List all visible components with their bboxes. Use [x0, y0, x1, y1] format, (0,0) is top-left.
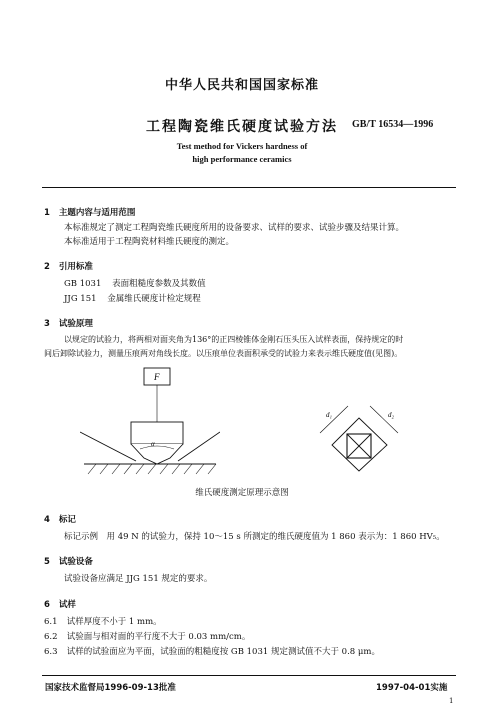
section-1-number: 1 [44, 208, 50, 218]
section-1-para2: 本标准适用于工程陶瓷材料维氏硬度的测定。 [64, 237, 235, 247]
section-6-number: 6 [44, 600, 50, 610]
section-1-title: 主题内容与适用范围 [58, 208, 136, 218]
document-title-zh: 工程陶瓷维氏硬度试验方法 [146, 119, 338, 135]
indent-outer-diamond [332, 418, 387, 471]
section-6-title: 试样 [58, 600, 76, 610]
item-text: 试样厚度不小于 1 mm。 [66, 617, 162, 627]
list-item [44, 646, 380, 659]
section-5-title: 试验设备 [58, 557, 93, 567]
section-5-heading [44, 555, 93, 567]
reference-2-title: 金属维氏硬度计检定规程 [107, 294, 201, 304]
reference-1 [64, 278, 206, 291]
reference-2 [64, 293, 201, 306]
specimen-right-edge [178, 432, 220, 461]
section-6-heading [44, 598, 76, 610]
document-title-en [0, 140, 484, 166]
approval-line: 国家技术监督局1996-09-13批准 [45, 683, 176, 693]
item-number: 6.1 [44, 617, 58, 627]
d2-label: d₂ [388, 411, 394, 419]
page-number: 1 [449, 697, 454, 705]
implementation-date: 1997-04-01实施 [376, 683, 448, 693]
section-3-para-line1: 以规定的试验力，将两相对面夹角为136°的正四棱锥体金刚石压头压入试样表面，保持规定的时 [64, 335, 404, 344]
section-2-heading [44, 260, 93, 272]
indenter-shaft [131, 422, 183, 444]
reference-2-code: JJG 151 [64, 294, 97, 304]
section-1-heading [44, 206, 135, 218]
reference-1-code: GB 1031 [64, 279, 102, 289]
section-3-heading [44, 317, 93, 329]
indentation-side-view-figure [80, 366, 220, 478]
figure-caption: 维氏硬度测定原理示意图 [195, 488, 289, 498]
section-3-para-line2: 间后卸除试验力，测量压痕两对角线长度。以压痕单位表面积承受的试验力来表示维氏硬度值(见图)。 [44, 349, 403, 358]
angle-label: α [151, 440, 155, 448]
section-2-number: 2 [44, 262, 50, 272]
surface-hatching [88, 464, 216, 474]
section-5-number: 5 [44, 557, 50, 567]
force-label: F [154, 372, 160, 382]
dimension-line-d1 [320, 406, 348, 433]
section-1-para1: 本标准规定了测定工程陶瓷维氏硬度所用的设备要求、试样的要求、试验步骤及结果计算。 [64, 223, 405, 233]
d1-label: d₁ [326, 411, 332, 419]
reference-1-title: 表面粗糙度参数及其数值 [112, 279, 206, 289]
section-2-title: 引用标准 [58, 262, 93, 272]
specimen-left-edge [80, 432, 136, 461]
section-4-heading [44, 513, 76, 525]
section-4-number: 4 [44, 515, 50, 525]
national-standard-heading: 中华人民共和国国家标准 [164, 78, 319, 93]
section-4-title: 标记 [58, 515, 76, 525]
standard-number: GB/T 16534—1996 [352, 119, 434, 130]
list-item [44, 631, 250, 644]
section-4-para: 标记示例 用 49 N 的试验力，保持 10～15 s 所测定的维氏硬度值为 1 860 表示为：1 860 HV₅。 [64, 532, 445, 542]
indentation-top-view-figure [314, 404, 410, 474]
item-number: 6.3 [44, 647, 58, 657]
section-3-number: 3 [44, 319, 50, 329]
list-item [44, 616, 162, 629]
item-text: 试样的试验面应为平面，试验面的粗糙度按 GB 1031 规定测试值不大于 0.8 μm。 [66, 647, 380, 657]
section-3-title: 试验原理 [58, 319, 93, 329]
title-en-line1: Test method for Vickers hardness of [176, 141, 308, 151]
section-5-para: 试验设备应满足 JJG 151 规定的要求。 [64, 574, 213, 584]
header-rule [42, 187, 456, 188]
indenter-tip [131, 444, 183, 464]
footer-rule [42, 675, 456, 676]
title-en-line2: high performance ceramics [192, 154, 292, 164]
item-text: 试验面与相对面的平行度不大于 0.03 mm/cm。 [66, 632, 251, 642]
item-number: 6.2 [44, 632, 58, 642]
